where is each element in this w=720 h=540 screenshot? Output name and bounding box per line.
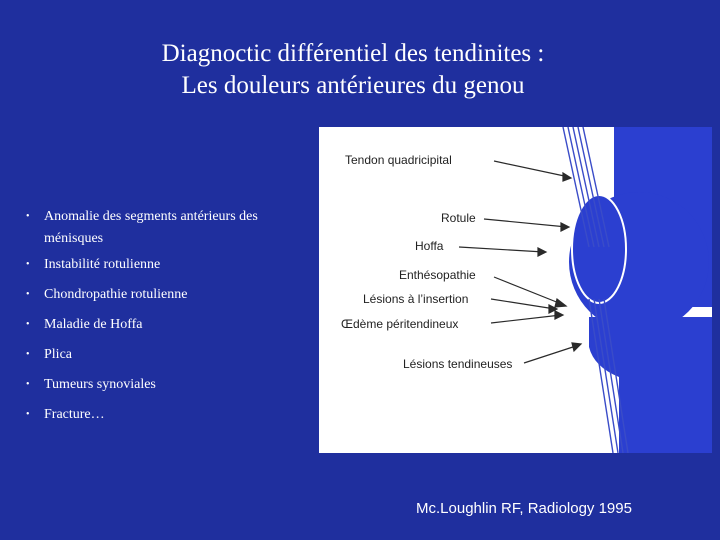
bullet-icon: •	[26, 349, 30, 360]
knee-anatomy-svg	[319, 127, 712, 453]
label-tendon-quadricipital: Tendon quadricipital	[345, 153, 452, 167]
differential-list	[26, 206, 296, 434]
label-oedeme: Œdème péritendineux	[341, 317, 459, 331]
bullet-icon: •	[26, 409, 30, 420]
label-hoffa: Hoffa	[415, 239, 444, 253]
list-item: • Chondropathie rotulienne	[26, 284, 296, 306]
bullet-icon: •	[26, 211, 30, 222]
list-item: • Anomalie des segments antérieurs des ménisques	[26, 206, 296, 250]
label-lesions-tendineuses: Lésions tendineuses	[403, 357, 513, 371]
knee-diagram	[319, 127, 712, 453]
bullet-icon: •	[26, 259, 30, 270]
bullet-icon: •	[26, 289, 30, 300]
label-enthesopathie: Enthésopathie	[399, 268, 476, 282]
slide-title	[0, 38, 706, 102]
pointer-arrows	[459, 161, 581, 363]
list-item: • Instabilité rotulienne	[26, 254, 296, 276]
label-lesions-insertion: Lésions à l’insertion	[363, 292, 469, 306]
list-item: • Plica	[26, 344, 296, 366]
bullet-icon: •	[26, 319, 30, 330]
list-item: • Tumeurs synoviales	[26, 374, 296, 396]
citation: Mc.Loughlin RF, Radiology 1995	[416, 500, 632, 517]
title-line-2: Les douleurs antérieures du genou	[181, 72, 525, 99]
list-item: • Fracture…	[26, 404, 296, 426]
title-line-1: Diagnoctic différentiel des tendinites :	[161, 40, 545, 67]
bullet-icon: •	[26, 379, 30, 390]
label-rotule: Rotule	[441, 211, 476, 225]
list-item: • Maladie de Hoffa	[26, 314, 296, 336]
patella	[572, 195, 626, 303]
